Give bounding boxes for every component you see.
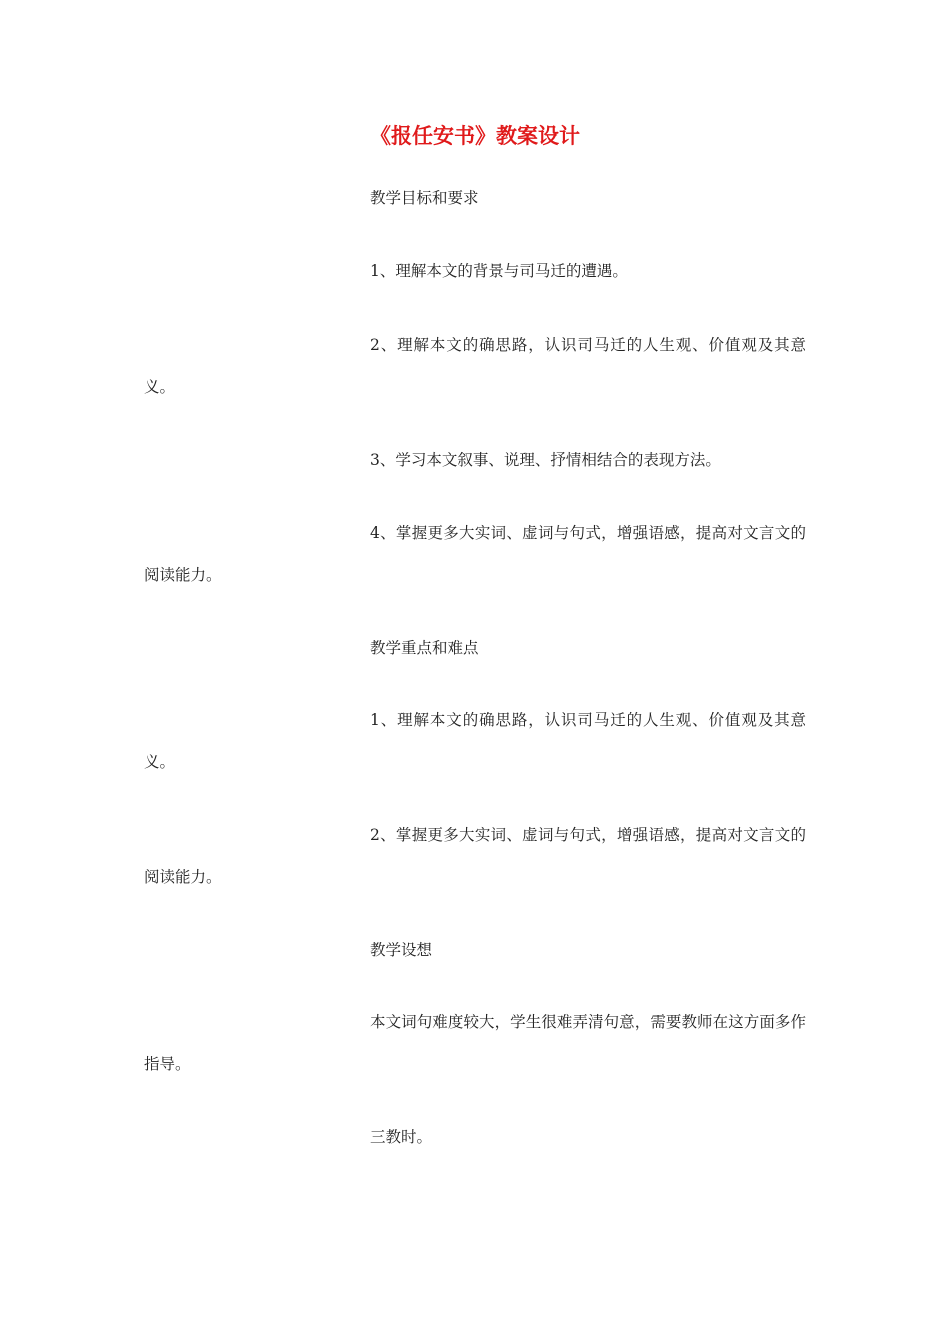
section-heading-teaching-plan: 教学设想 [370, 941, 433, 959]
paragraph: 本文词句难度较大，学生很难弄清句意，需要教师在这方面多作指导。 [144, 1013, 806, 1073]
paragraph: 三教时。 [370, 1128, 433, 1146]
paragraph: 1、理解本文的确思路，认识司马迁的人生观、价值观及其意义。 [144, 711, 806, 771]
section-heading-key-points: 教学重点和难点 [370, 639, 479, 657]
section-heading-objectives: 教学目标和要求 [370, 189, 479, 207]
paragraph: 3、学习本文叙事、说理、抒情相结合的表现方法。 [370, 451, 721, 469]
paragraph: 4、掌握更多大实词、虚词与句式，增强语感，提高对文言文的阅读能力。 [144, 524, 806, 584]
document-title: 《报任安书》教案设计 [370, 123, 580, 148]
paragraph: 2、掌握更多大实词、虚词与句式，增强语感，提高对文言文的阅读能力。 [144, 826, 806, 886]
paragraph: 2、理解本文的确思路，认识司马迁的人生观、价值观及其意义。 [144, 336, 806, 396]
paragraph: 1、理解本文的背景与司马迁的遭遇。 [370, 262, 628, 280]
